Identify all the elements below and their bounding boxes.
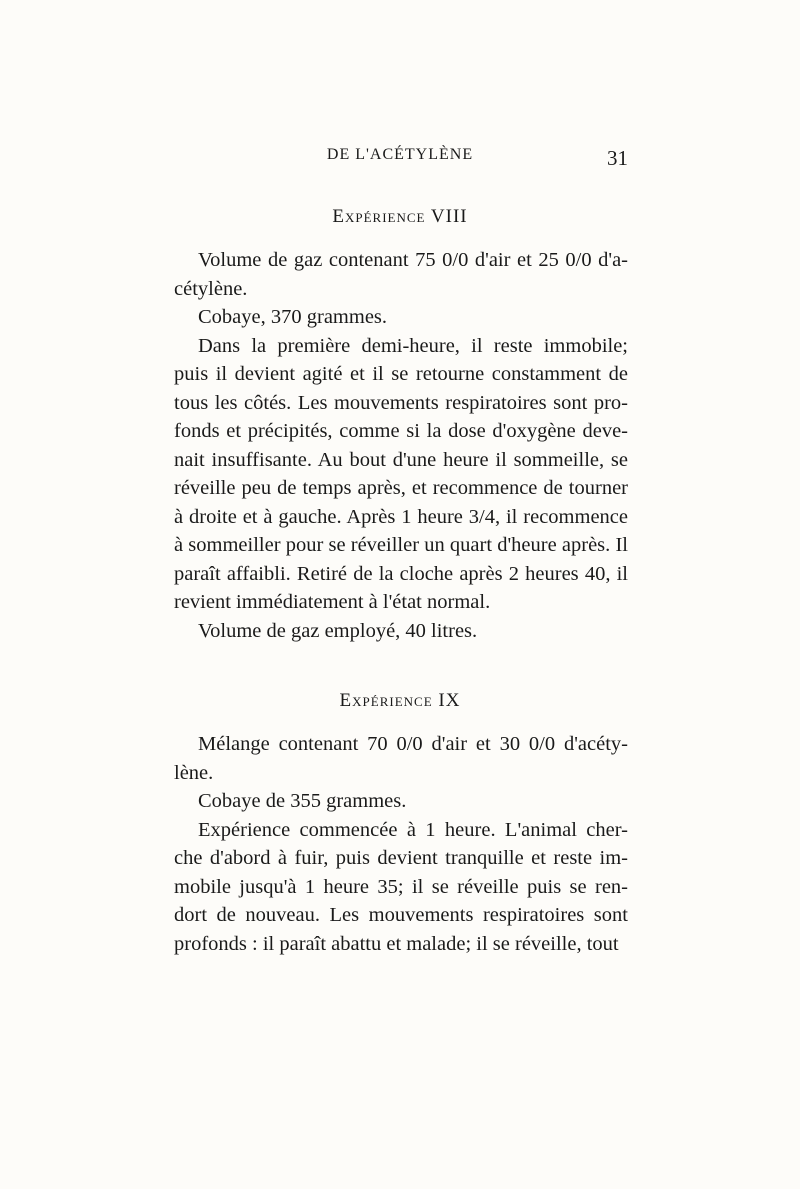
- paragraph: Dans la première demi-heure, il reste immobile; puis il devient agité et il se retourne constamment de tous les côtés. Les mouvements respiratoires sont pro-fonds et précipités, comme si la dose d'oxygène deve-nait insuffisante. Au bout d'une heure il sommeille, se réveille peu de temps après, et recommence de tourner à droite et à gauche. Après 1 heure 3/4, il recommence à sommeiller pour se réveiller un quart d'heure après. Il paraît affaibli. Retiré de la cloche après 2 heures 40, il revient immédiatement à l'état normal.: [174, 334, 628, 613]
- paragraph: Cobaye, 370 grammes.: [198, 306, 388, 328]
- paragraph: Expérience commencée à 1 heure. L'animal cher-che d'abord à fuir, puis devient tranquille et reste im-mobile jusqu'à 1 heure 35; il se réveille puis se ren-dort de nouveau. Les mouvements respiratoires sont profonds : il paraît abattu et malade; il se réveille, tout: [174, 818, 628, 955]
- paragraph: Volume de gaz contenant 75 0/0 d'air et 25 0/0 d'a-cétylène.: [174, 249, 628, 300]
- section-body-ix: [174, 730, 628, 958]
- paragraph: Mélange contenant 70 0/0 d'air et 30 0/0 d'acéty-lène.: [174, 733, 628, 784]
- page-number: 31: [607, 146, 628, 170]
- section-heading-ix: Expérience IX: [339, 690, 461, 711]
- paragraph: Cobaye de 355 grammes.: [198, 790, 407, 812]
- section-body-viii: [174, 246, 628, 645]
- running-head: [172, 146, 628, 172]
- paragraph: Volume de gaz employé, 40 litres.: [198, 619, 478, 642]
- section-heading-viii: Expérience VIII: [332, 206, 468, 227]
- running-title: DE L'ACÉTYLÈNE: [326, 146, 474, 163]
